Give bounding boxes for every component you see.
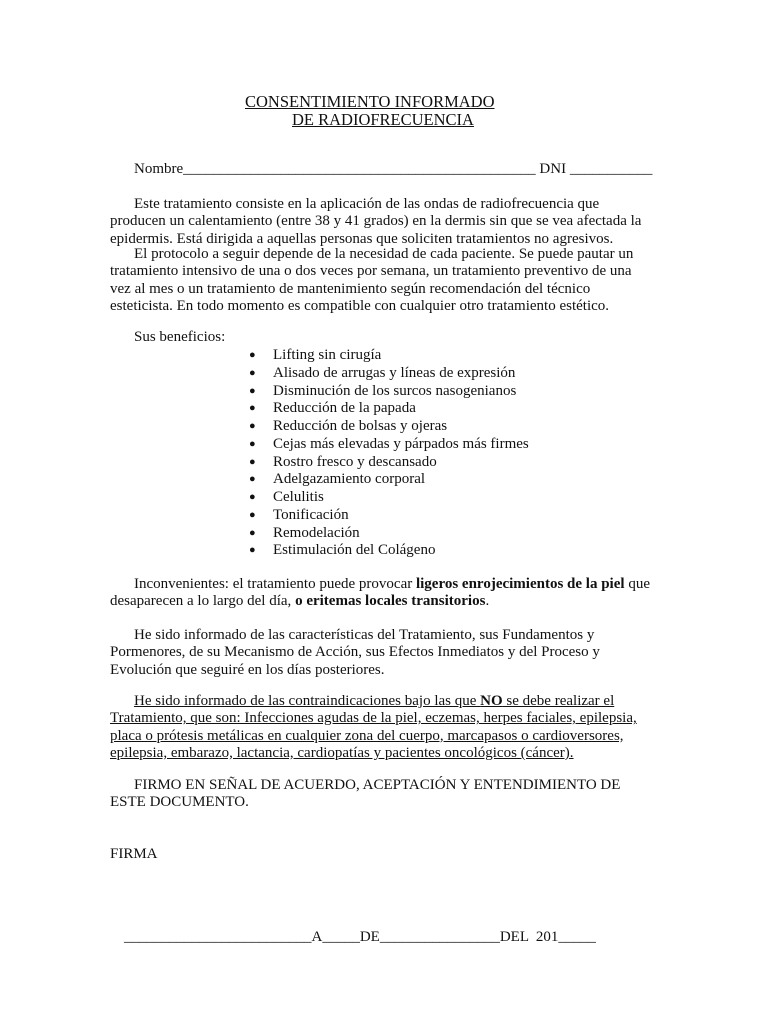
- informed-paragraph: He sido informado de las características del Tratamiento, sus Fundamentos y Pormenores, de su Mecanismo de Acción, sus Efectos Inmediatos y del Proceso y Evolución que seguiré en los días posteriores.: [110, 627, 600, 678]
- firmo-paragraph: FIRMO EN SEÑAL DE ACUERDO, ACEPTACIÓN Y ENTENDIMIENTO DE ESTE DOCUMENTO.: [110, 777, 621, 811]
- list-item: ● Tonificación: [249, 506, 349, 523]
- firma-label: FIRMA: [110, 846, 158, 862]
- intro-paragraph: Este tratamiento consiste en la aplicación de las ondas de radiofrecuencia que producen un calentamiento (entre 38 y 41 grados) en la dermis sin que se vea afectada la epidermis. Está dirigida a aquellas personas que soliciten tratamientos no agresivos.: [110, 196, 642, 247]
- bullet-icon: ●: [249, 366, 256, 379]
- benefits-list: [247, 347, 529, 560]
- list-item: ● Remodelación: [249, 524, 360, 541]
- bullet-icon: ●: [249, 420, 256, 432]
- bullet-icon: ●: [249, 349, 256, 361]
- list-item: ● Reducción de la papada: [249, 400, 416, 417]
- bullet-icon: ●: [249, 544, 256, 557]
- bullet-icon: ●: [249, 473, 256, 486]
- bullet-icon: ●: [249, 508, 256, 521]
- list-item: ● Cejas más elevadas y párpados más firmes: [249, 435, 529, 452]
- benefits-label: Sus beneficios:: [134, 329, 226, 345]
- list-item: ● Estimulación del Colágeno: [249, 542, 436, 559]
- list-item: ● Alisado de arrugas y líneas de expresión: [249, 364, 516, 381]
- protocol-paragraph: El protocolo a seguir depende de la necesidad de cada paciente. Se puede pautar un tratamiento intensivo de una o dos veces por semana, un tratamiento preventivo de una vez al mes o un tratamiento de mantenimiento según recomendación del técnico esteticista. En todo momento es compatible con cualquier otro tratamiento estético.: [110, 246, 634, 314]
- inconvenientes-paragraph: Inconvenientes: el tratamiento puede provocar ligeros enrojecimientos de la piel que desaparecen a lo largo del día, o eritemas locales transitorios.: [110, 576, 650, 610]
- bullet-icon: ●: [249, 455, 256, 468]
- list-item: ● Rostro fresco y descansado: [249, 453, 437, 470]
- date-signature-line: _________________________A_____DE________________DEL 201_____: [124, 929, 596, 945]
- list-item: ● Celulitis: [249, 489, 324, 505]
- bullet-icon: ●: [249, 437, 256, 450]
- contraindications-paragraph: He sido informado de las contraindicaciones bajo las que NO se debe realizar el Tratamiento, que son: Infecciones agudas de la piel, eczemas, herpes faciales, epilepsia, placa o prótesis metálicas en cualquier zona del cuerpo, marcapasos o cardioversores, epilepsia, embarazo, lactancia, cardiopatías y pacientes oncológicos (cáncer).: [110, 693, 637, 761]
- list-item: ● Adelgazamiento corporal: [249, 471, 426, 488]
- nombre-dni-line: Nombre_______________________________________________ DNI ___________: [134, 161, 653, 177]
- title-line-1: CONSENTIMIENTO INFORMADO: [245, 92, 495, 111]
- bullet-icon: ●: [249, 491, 256, 503]
- title-line-2: DE RADIOFRECUENCIA: [292, 110, 474, 129]
- list-item: ● Lifting sin cirugía: [249, 347, 382, 363]
- bullet-icon: ●: [249, 384, 256, 397]
- list-item: ● Reducción de bolsas y ojeras: [249, 418, 448, 434]
- bullet-icon: ●: [249, 402, 256, 415]
- list-item: ● Disminución de los surcos nasogenianos: [249, 382, 517, 399]
- bullet-icon: ●: [249, 526, 256, 539]
